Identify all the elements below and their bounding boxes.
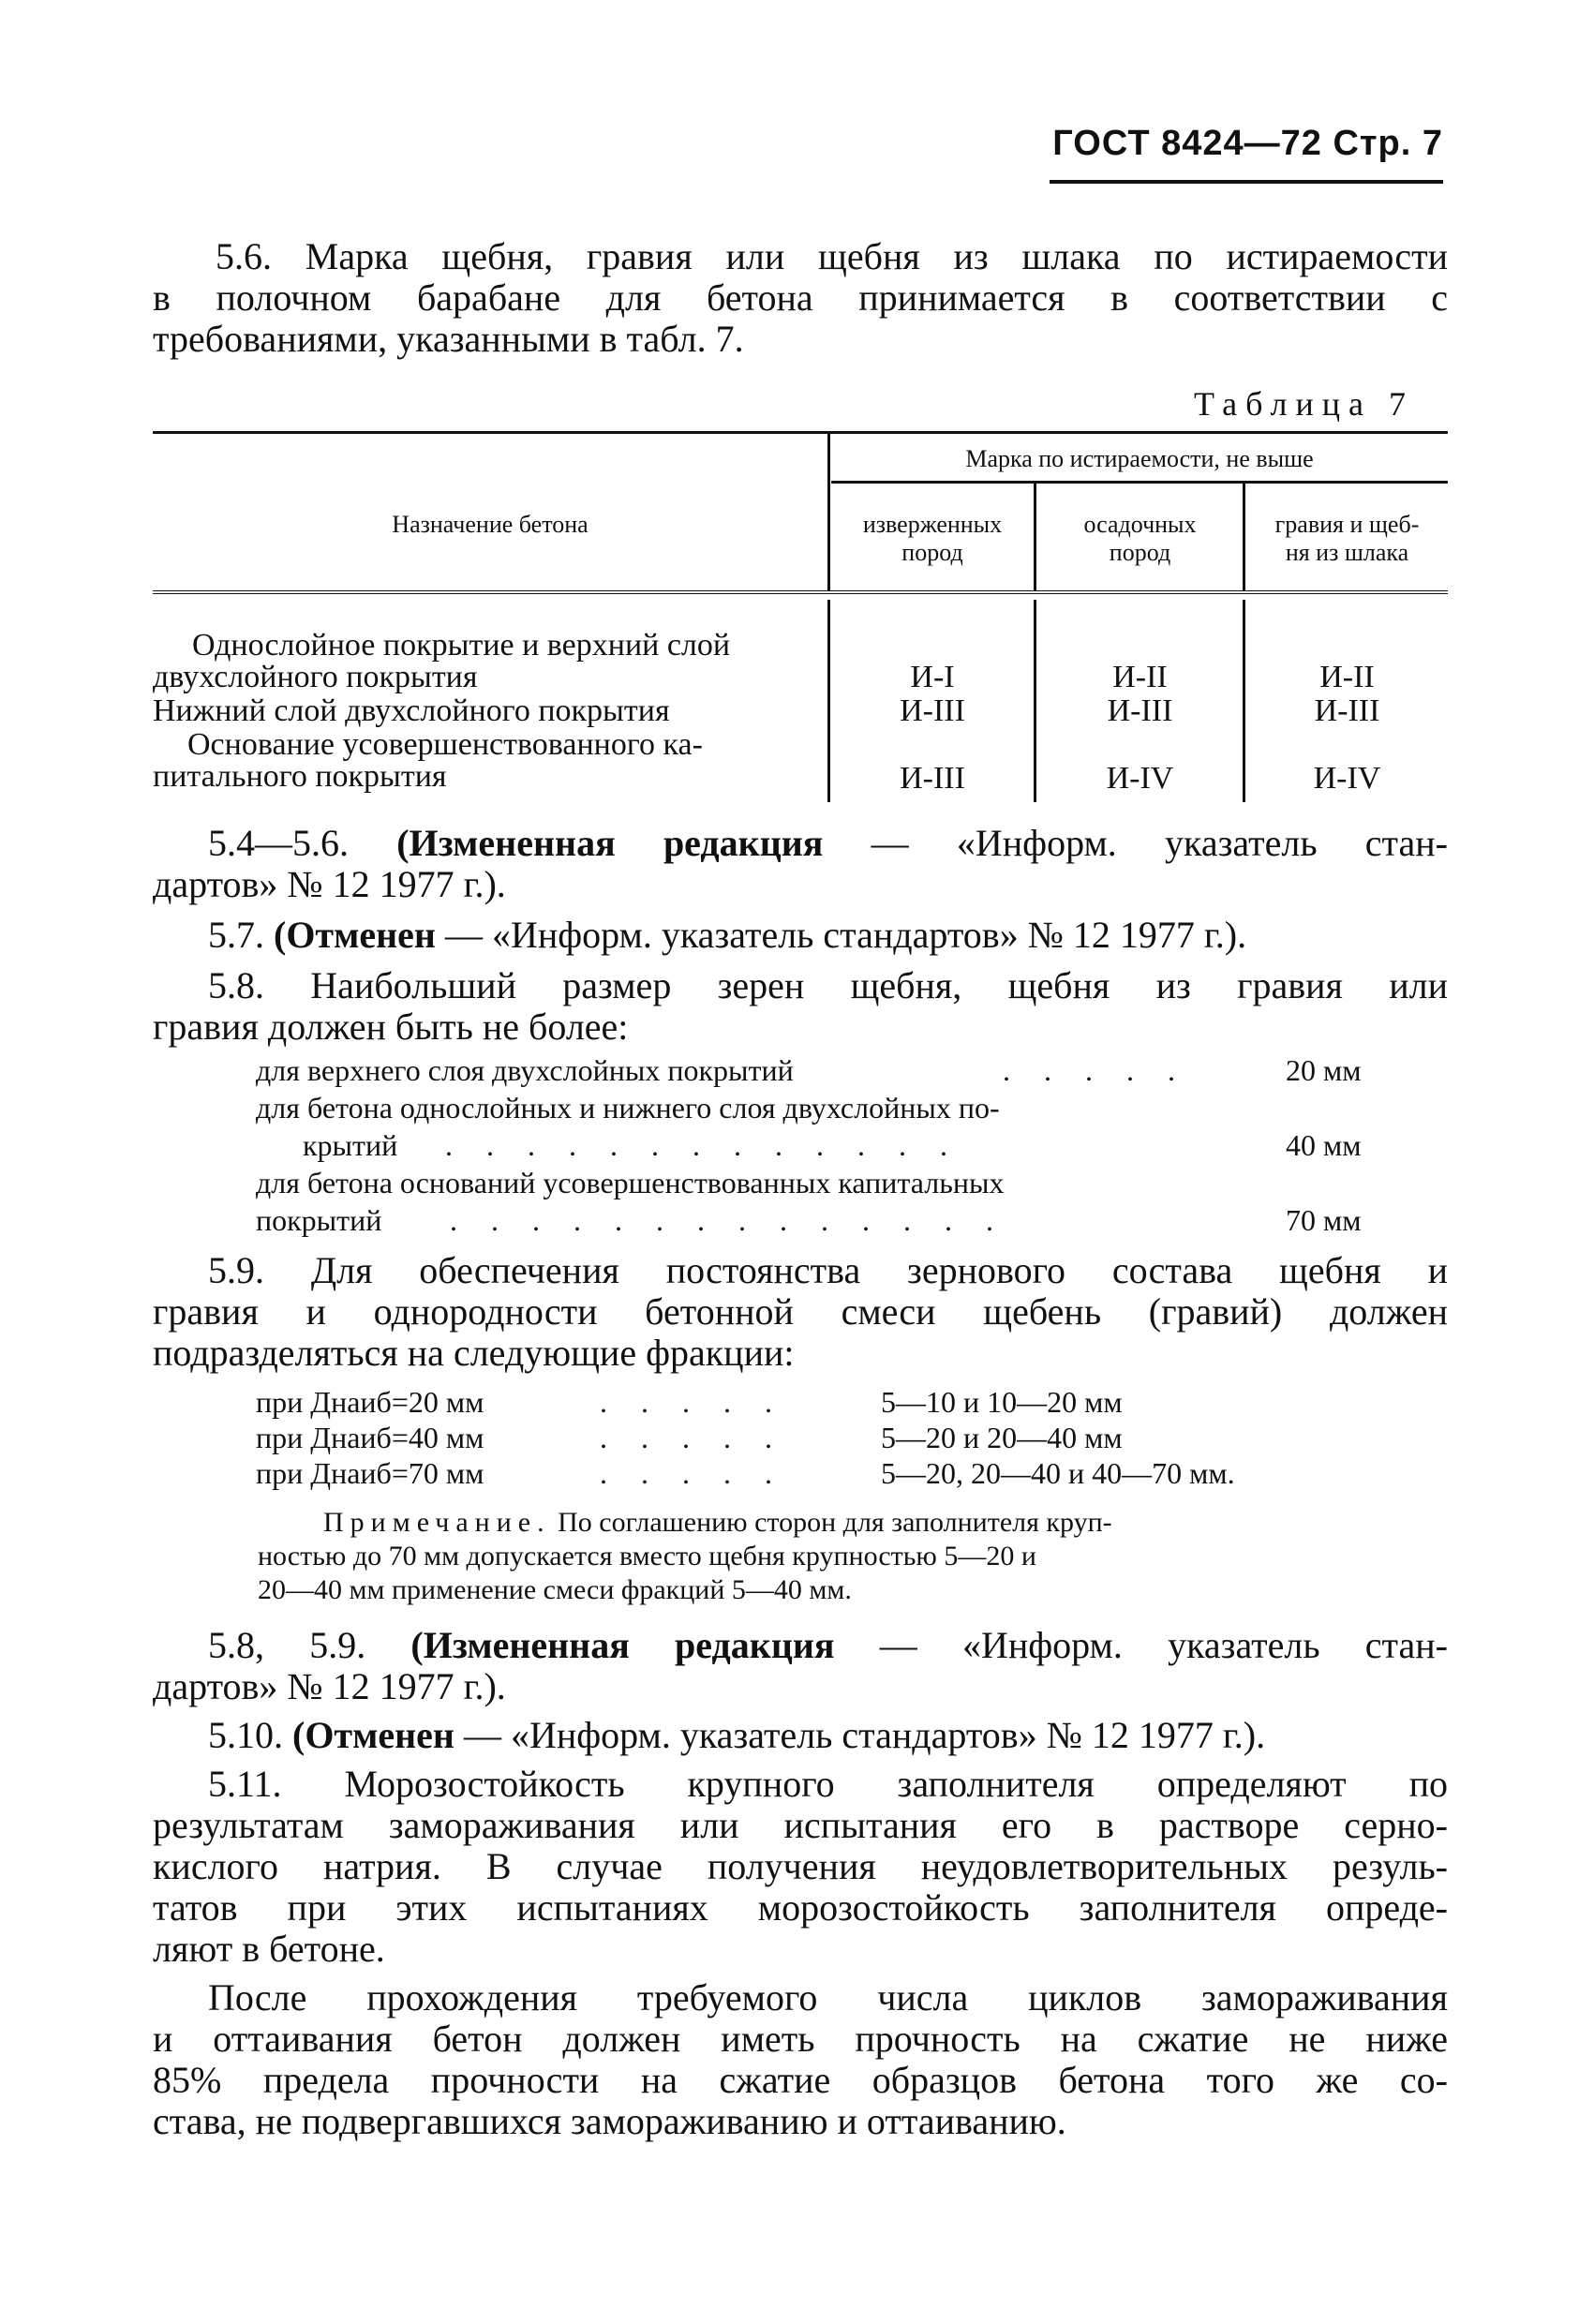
table-row-1-sedimentary: И-II	[1112, 660, 1168, 694]
amendment-5-8-5-9-line-2: дартов» № 12 1977 г.).	[153, 1665, 506, 1707]
clause-5-11-line-2: результатам замораживания или испытания его в растворе серно-	[153, 1804, 1448, 1846]
table-vrule-body-3	[1243, 600, 1245, 802]
col-header-sedimentary: осадочных пород	[1083, 511, 1197, 566]
size-item-2-cont: крытий	[303, 1128, 398, 1162]
table-vrule-head-1	[827, 433, 830, 590]
fraction-1-cond: при Днаиб=20 мм	[256, 1385, 484, 1419]
size-item-3-value: 70 мм	[1286, 1203, 1362, 1237]
fraction-3-cond: при Днаиб=70 мм	[256, 1456, 484, 1490]
table-row-2-sedimentary: И-III	[1107, 693, 1173, 728]
table-group-rule	[831, 481, 1448, 484]
size-item-2-value: 40 мм	[1286, 1128, 1362, 1162]
size-item-1-dots: . . . . .	[1003, 1053, 1188, 1087]
table-vrule-body-1	[827, 600, 830, 802]
table-row-3-igneous: И-III	[900, 761, 965, 796]
amendment-5-4-5-6-line-2: дартов» № 12 1977 г.).	[153, 863, 506, 905]
size-item-2-dots: . . . . . . . . . . . . .	[445, 1128, 961, 1162]
clause-5-6-line-1: 5.6. Марка щебня, гравия или щебня из шлака по истираемости	[216, 235, 1448, 277]
clause-5-8-line-2: гравия должен быть не более:	[153, 1006, 629, 1048]
table-row-1-gravel: И-II	[1319, 660, 1375, 694]
size-item-1-value: 20 мм	[1286, 1053, 1362, 1087]
table-row-1-igneous: И-I	[910, 660, 955, 694]
clause-5-11-line-4: татов при этих испытаниях морозостойкость заполнителя опреде-	[153, 1886, 1448, 1929]
clause-5-7: 5.7. (Отменен — «Информ. указатель стандартов» № 12 1977 г.).	[208, 914, 1247, 956]
table-row-2-igneous: И-III	[900, 693, 965, 728]
fraction-3-value: 5—20, 20—40 и 40—70 мм.	[881, 1456, 1235, 1490]
table-row-3-gravel: И-IV	[1313, 761, 1381, 796]
clause-5-6-line-2: в полочном барабане для бетона принимается в соответствии с	[153, 276, 1448, 319]
note-line-3: 20—40 мм применение смеси фракций 5—40 мм.	[258, 1574, 852, 1605]
col-header-gravel: гравия и щеб- ня из шлака	[1274, 511, 1420, 566]
table-row-3-sedimentary: И-IV	[1106, 761, 1174, 796]
clause-5-9-line-3: подразделяться на следующие фракции:	[153, 1332, 795, 1374]
note-line-2: ностью до 70 мм допускается вместо щебня крупностью 5—20 и	[258, 1541, 1036, 1572]
page-header	[1050, 124, 1443, 189]
final-paragraph-line-1: После прохождения требуемого числа циклов замораживания	[208, 1976, 1448, 2019]
size-item-3-dots: . . . . . . . . . . . . . .	[450, 1203, 1006, 1237]
table-row-2-purpose: Нижний слой двухслойного покрытия	[153, 693, 670, 728]
note-line-1: Примечание. По соглашению сторон для заполнителя круп-	[323, 1507, 1112, 1538]
final-paragraph-line-2: и оттаивания бетон должен иметь прочность на сжатие не ниже	[153, 2018, 1448, 2060]
fraction-3-dots: . . . . .	[600, 1456, 785, 1490]
col-header-purpose: Назначение бетона	[392, 511, 588, 538]
table-vrule-head-3	[1243, 483, 1245, 590]
header-text: ГОСТ 8424—72 Стр. 7	[1052, 124, 1443, 163]
table-row-1-purpose: Однослойное покрытие и верхний слой двухслойного покрытия	[153, 628, 731, 694]
clause-5-6-line-3: требованиями, указанными в табл. 7.	[153, 318, 744, 360]
amendment-5-4-5-6-line-1: 5.4—5.6. (Измененная редакция — «Информ. указатель стан-	[208, 822, 1449, 864]
fraction-1-dots: . . . . .	[600, 1385, 785, 1419]
fraction-2-dots: . . . . .	[600, 1421, 785, 1454]
col-header-group: Марка по истираемости, не выше	[965, 445, 1314, 472]
fraction-1-value: 5—10 и 10—20 мм	[881, 1385, 1123, 1419]
table-vrule-head-2	[1034, 483, 1036, 590]
size-item-3-cont: покрытий	[256, 1203, 382, 1237]
size-item-2-text: для бетона однослойных и нижнего слоя двухслойных по-	[256, 1091, 1000, 1125]
size-item-3-text: для бетона оснований усовершенствованных капитальных	[256, 1166, 1005, 1199]
table-head-rule	[153, 590, 1448, 597]
clause-5-10: 5.10. (Отменен — «Информ. указатель стандартов» № 12 1977 г.).	[208, 1714, 1266, 1756]
clause-5-11-line-5: ляют в бетоне.	[153, 1928, 385, 1970]
table-vrule-body-2	[1034, 600, 1036, 802]
final-paragraph-line-4: става, не подвергавшихся замораживанию и оттаиванию.	[153, 2100, 1066, 2142]
table-caption: Таблица 7	[1194, 385, 1414, 423]
table-row-2-gravel: И-III	[1314, 693, 1380, 728]
amendment-5-8-5-9-line-1: 5.8, 5.9. (Измененная редакция — «Информ. указатель стан-	[208, 1624, 1448, 1666]
clause-5-8-line-1: 5.8. Наибольший размер зерен щебня, щебня из гравия или	[208, 964, 1448, 1006]
size-item-1-text: для верхнего слоя двухслойных покрытий	[256, 1053, 794, 1087]
clause-5-11-line-1: 5.11. Морозостойкость крупного заполнителя определяют по	[208, 1763, 1448, 1805]
clause-5-9-line-1: 5.9. Для обеспечения постоянства зернового состава щебня и	[208, 1249, 1448, 1291]
clause-5-11-line-3: кислого натрия. В случае получения неудовлетворительных резуль-	[153, 1845, 1448, 1887]
clause-5-9-line-2: гравия и однородности бетонной смеси щебень (гравий) должен	[153, 1290, 1448, 1333]
fraction-2-value: 5—20 и 20—40 мм	[881, 1421, 1123, 1454]
table-row-3-purpose: Основание усовершенствованного ка- питального покрытия	[153, 727, 703, 794]
header-rule	[1050, 180, 1443, 184]
table-top-rule	[153, 431, 1448, 434]
final-paragraph-line-3: 85% предела прочности на сжатие образцов бетона того же со-	[153, 2059, 1448, 2101]
fraction-2-cond: при Днаиб=40 мм	[256, 1421, 484, 1454]
col-header-igneous: изверженных пород	[862, 511, 1003, 566]
